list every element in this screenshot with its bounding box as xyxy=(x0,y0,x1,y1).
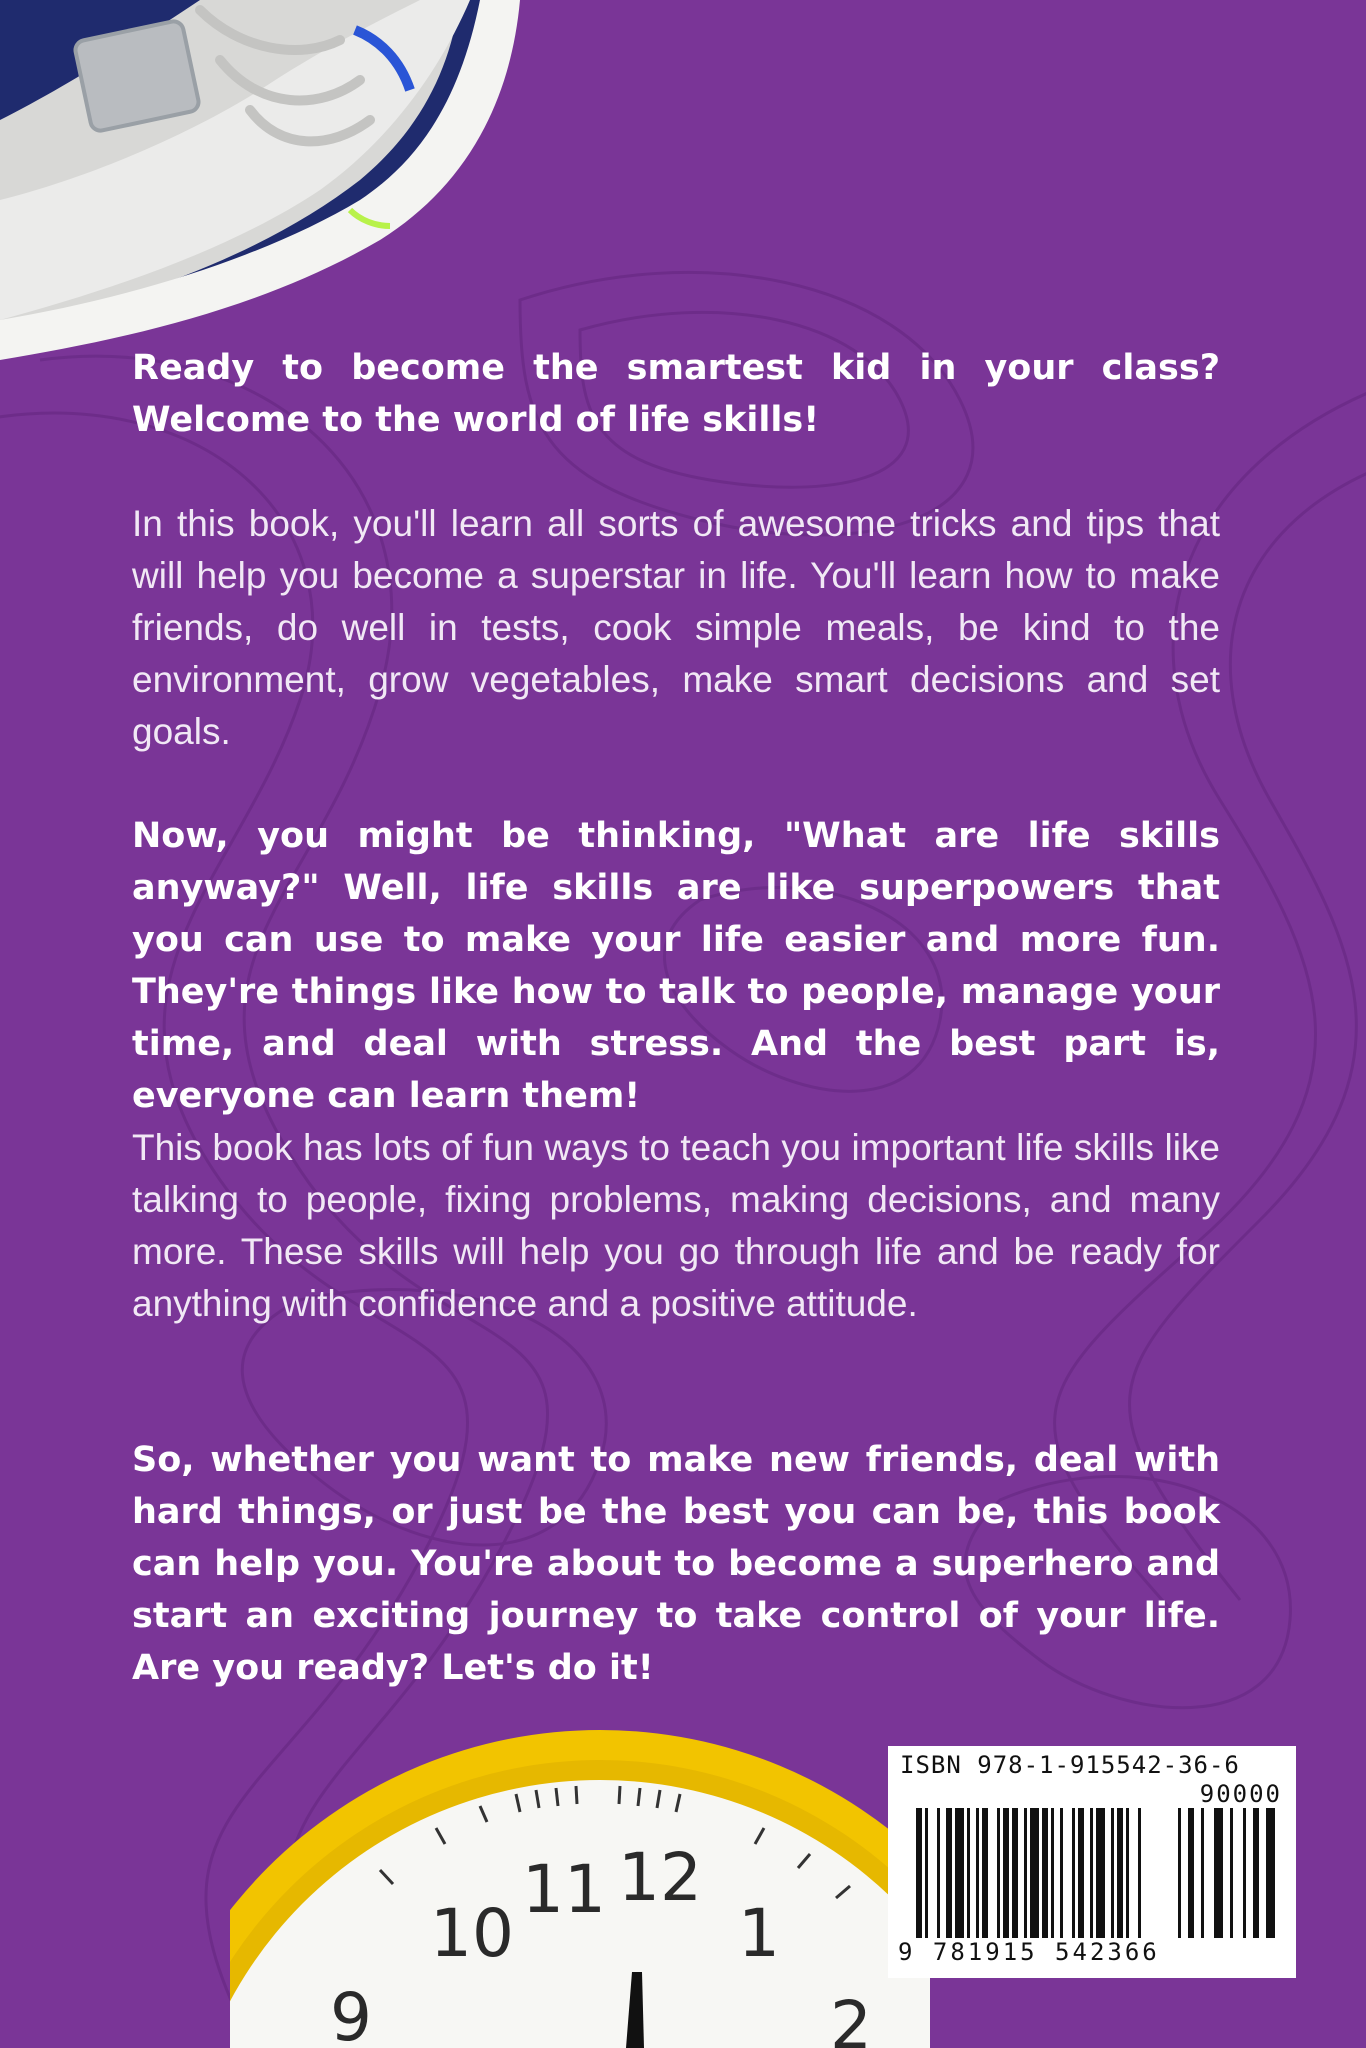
clock-image xyxy=(230,1720,930,2048)
price-code: 90000 xyxy=(1199,1780,1282,1808)
barcode-bars xyxy=(916,1808,1282,1958)
sneaker-image xyxy=(0,0,640,360)
clock-numeral: 12 xyxy=(618,1839,702,1916)
clock-numeral: 11 xyxy=(522,1851,606,1928)
clock-numeral: 1 xyxy=(738,1895,780,1972)
clock-numeral: 10 xyxy=(430,1895,514,1972)
fun-ways-paragraph: This book has lots of fun ways to teach you important life skills like talking to people, fixing problems, making decisions, and many more. These skills will help you go through life and be ready for anything with confidence and a positive attitude. xyxy=(132,1127,1220,1324)
clock-numeral: 9 xyxy=(330,1979,372,2048)
learning-paragraph: In this book, you'll learn all sorts of awesome tricks and tips that will help you become a superstar in life. You'll learn how to make friends, do well in tests, cook simple meals, be kind to the environment, grow vegetables, make smart decisions and set goals. xyxy=(132,503,1220,752)
intro-paragraph: Ready to become the smartest kid in your class? Welcome to the world of life skills! xyxy=(132,348,1220,440)
barcode-digits: 9 781915 542366 xyxy=(898,1938,1160,1966)
clock-numeral: 2 xyxy=(830,1987,872,2048)
closing-paragraph: So, whether you want to make new friends, deal with hard things, or just be the best you can be, this book can help you. You're about to become a superhero and start an exciting journey to take control of your life. Are you ready? Let's do it! xyxy=(132,1440,1220,1688)
life-skills-paragraph: Now, you might be thinking, "What are life skills anyway?" Well, life skills are like superpowers that you can use to make your life easier and more fun. They're things like how to talk to people, manage your time, and deal with stress. And the best part is, everyone can learn them! xyxy=(132,816,1220,1116)
isbn-label: ISBN 978-1-915542-36-6 xyxy=(900,1751,1240,1779)
isbn-barcode xyxy=(888,1746,1296,1978)
